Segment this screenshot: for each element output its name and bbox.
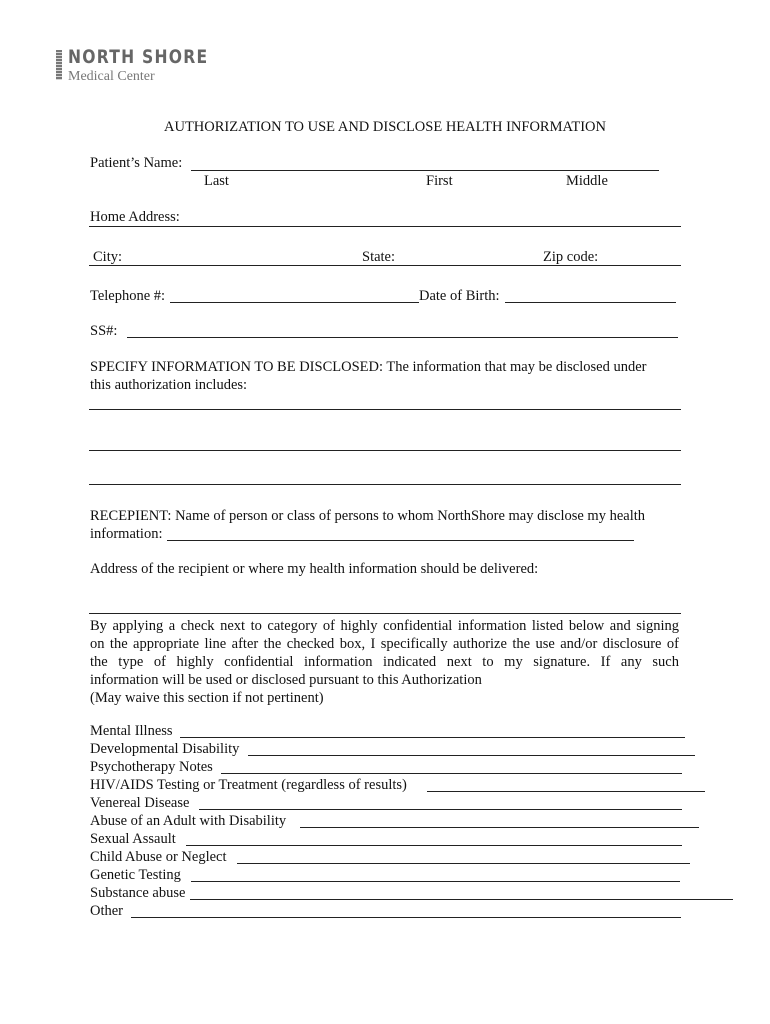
patient-name-field[interactable] xyxy=(191,170,659,171)
recipient-address-field[interactable] xyxy=(89,613,681,614)
form-title: AUTHORIZATION TO USE AND DISCLOSE HEALTH INFORMATION xyxy=(164,119,606,135)
disclosed-info-line-1[interactable] xyxy=(89,409,681,410)
recipient-info-label: information: xyxy=(90,526,163,542)
zip-label: Zip code: xyxy=(543,249,599,265)
category-label: Psychotherapy Notes xyxy=(90,759,213,775)
category-row xyxy=(90,903,690,921)
ss-label: SS#: xyxy=(90,323,118,339)
category-row xyxy=(90,759,690,777)
category-row xyxy=(90,813,690,831)
state-label: State: xyxy=(362,249,396,265)
category-label: Mental Illness xyxy=(90,723,173,739)
category-signature-line[interactable] xyxy=(180,737,685,738)
category-signature-line[interactable] xyxy=(248,755,695,756)
logo-mark-icon xyxy=(56,50,62,80)
home-address-label: Home Address: xyxy=(90,209,180,225)
confidential-line-3: the type of highly confidential information indicated next to my signature. If any such xyxy=(90,654,679,670)
category-label: HIV/AIDS Testing or Treatment (regardless of results) xyxy=(90,777,407,793)
category-signature-line[interactable] xyxy=(427,791,705,792)
category-row xyxy=(90,831,690,849)
category-label: Child Abuse or Neglect xyxy=(90,849,227,865)
patient-middle-caption: Middle xyxy=(566,173,608,189)
specify-instructions xyxy=(90,358,679,394)
category-label: Abuse of an Adult with Disability xyxy=(90,813,287,829)
patient-first-caption: First xyxy=(426,173,453,189)
city-state-zip-field[interactable] xyxy=(89,265,681,266)
disclosed-info-line-3[interactable] xyxy=(89,484,681,485)
category-row xyxy=(90,741,690,759)
confidential-line-2: on the appropriate line after the checked box, I specifically authorize the use and/or disclosure of xyxy=(90,636,679,652)
confidential-paragraph xyxy=(90,617,679,707)
telephone-label: Telephone #: xyxy=(90,288,166,304)
category-signature-line[interactable] xyxy=(190,899,733,900)
category-signature-line[interactable] xyxy=(191,881,680,882)
patient-name-label: Patient’s Name: xyxy=(90,155,183,171)
category-signature-line[interactable] xyxy=(237,863,690,864)
dob-field[interactable] xyxy=(505,302,676,303)
logo-name: NORTH SHORE xyxy=(68,46,209,68)
recipient-line-1: RECEPIENT: Name of person or class of persons to whom NorthShore may disclose my health xyxy=(90,508,646,524)
telephone-field[interactable] xyxy=(170,302,419,303)
category-row xyxy=(90,723,690,741)
category-row xyxy=(90,849,690,867)
category-signature-line[interactable] xyxy=(221,773,682,774)
confidential-categories xyxy=(90,723,690,921)
category-label: Venereal Disease xyxy=(90,795,190,811)
logo-subtitle: Medical Center xyxy=(68,69,155,84)
category-label: Substance abuse xyxy=(90,885,186,901)
disclosed-info-line-2[interactable] xyxy=(89,450,681,451)
city-label: City: xyxy=(93,249,123,265)
patient-last-caption: Last xyxy=(204,173,229,189)
confidential-line-4: information will be used or disclosed pursuant to this Authorization xyxy=(90,672,482,688)
category-signature-line[interactable] xyxy=(199,809,682,810)
ss-field[interactable] xyxy=(127,337,678,338)
category-row xyxy=(90,777,690,795)
category-label: Sexual Assault xyxy=(90,831,176,847)
category-label: Developmental Disability xyxy=(90,741,240,757)
recipient-address-prompt: Address of the recipient or where my health information should be delivered: xyxy=(90,561,539,577)
home-address-field[interactable] xyxy=(89,226,681,227)
confidential-waiver: (May waive this section if not pertinent) xyxy=(90,690,324,706)
dob-label: Date of Birth: xyxy=(419,288,500,304)
recipient-name-field[interactable] xyxy=(167,540,634,541)
category-row xyxy=(90,795,690,813)
category-signature-line[interactable] xyxy=(300,827,699,828)
category-signature-line[interactable] xyxy=(186,845,682,846)
category-label: Other xyxy=(90,903,124,919)
category-signature-line[interactable] xyxy=(131,917,681,918)
category-label: Genetic Testing xyxy=(90,867,181,883)
specify-line-2: this authorization includes: xyxy=(90,377,248,393)
specify-line-1: SPECIFY INFORMATION TO BE DISCLOSED: The information that may be disclosed under xyxy=(90,359,647,375)
category-row xyxy=(90,867,690,885)
confidential-line-1: By applying a check next to category of highly confidential information listed below and signing xyxy=(90,618,679,634)
category-row xyxy=(90,885,690,903)
